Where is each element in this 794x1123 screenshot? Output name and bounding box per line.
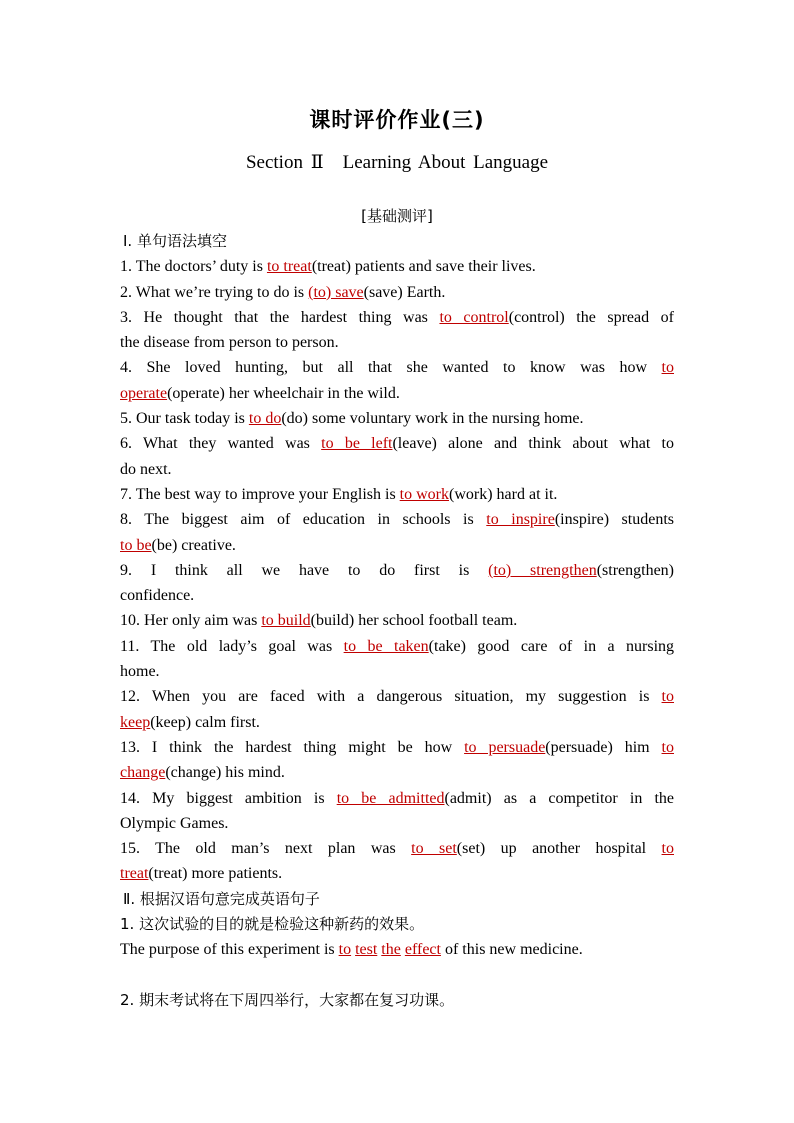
blank-line bbox=[120, 963, 674, 988]
answer: to bbox=[661, 840, 674, 858]
question-11-cont: home. bbox=[120, 663, 160, 681]
question-13 bbox=[120, 735, 674, 760]
question-text: 11. The old lady’s goal was bbox=[120, 637, 344, 655]
question-text: (change) his mind. bbox=[165, 764, 285, 782]
question-14 bbox=[120, 786, 674, 811]
answer: to bbox=[338, 941, 352, 959]
question-5 bbox=[120, 406, 674, 431]
question-12-cont bbox=[120, 710, 674, 735]
question-text: 13. I think the hardest thing might be how bbox=[120, 738, 465, 756]
question-text: (persuade) him bbox=[545, 738, 662, 756]
question-text: (do) some voluntary work in the nursing home. bbox=[281, 410, 584, 428]
question-text: (be) creative. bbox=[151, 536, 236, 554]
answer: to be bbox=[120, 536, 152, 554]
question-text: 10. Her only aim was bbox=[120, 612, 262, 630]
question-8 bbox=[120, 507, 674, 532]
answer: to control bbox=[439, 308, 509, 326]
answer: treat bbox=[120, 865, 149, 883]
answer: to be admitted bbox=[336, 789, 445, 807]
question-13-cont bbox=[120, 760, 674, 785]
answer: to do bbox=[248, 410, 282, 428]
question-text: 3. He thought that the hardest thing was bbox=[120, 308, 440, 326]
question-text: (set) up another hospital bbox=[456, 840, 662, 858]
answer: to be left bbox=[321, 435, 393, 453]
question-text: 12. When you are faced with a dangerous situation, my suggestion is bbox=[120, 688, 662, 706]
answer: the bbox=[381, 941, 401, 959]
question-9 bbox=[120, 558, 674, 583]
question-6-cont: do next. bbox=[120, 460, 172, 478]
answer: keep bbox=[120, 713, 151, 731]
question-text: (treat) patients and save their lives. bbox=[311, 258, 536, 276]
question-text: (admit) as a competitor in the bbox=[444, 789, 675, 807]
question-10 bbox=[120, 608, 674, 633]
answer: to build bbox=[261, 612, 311, 630]
question-text: The purpose of this experiment is bbox=[120, 941, 339, 959]
answer: to bbox=[661, 738, 674, 756]
answer: (to) strengthen bbox=[488, 561, 597, 579]
question-14-cont: Olympic Games. bbox=[120, 814, 229, 832]
question-text: (leave) alone and think about what to bbox=[392, 435, 674, 453]
question-text: (work) hard at it. bbox=[449, 485, 558, 503]
translation-answer-1 bbox=[120, 937, 674, 962]
answer: to inspire bbox=[486, 511, 555, 529]
question-text: 8. The biggest aim of education in schools is bbox=[120, 511, 487, 529]
question-text: 6. What they wanted was bbox=[120, 435, 322, 453]
question-text: 9. I think all we have to do first is bbox=[120, 561, 489, 579]
question-text: 2. What we’re trying to do is bbox=[120, 283, 309, 301]
translation-prompt-2: 2. 期末考试将在下周四举行，大家都在复习功课。 bbox=[120, 990, 455, 1009]
answer: operate bbox=[120, 384, 168, 402]
question-text: 14. My biggest ambition is bbox=[120, 789, 337, 807]
question-text: (operate) her wheelchair in the wild. bbox=[167, 384, 400, 402]
answer: to bbox=[661, 359, 674, 377]
question-text: 7. The best way to improve your English is bbox=[120, 485, 400, 503]
page-title: 课时评价作业(三) bbox=[309, 108, 485, 132]
question-text: 1. The doctors’ duty is bbox=[120, 258, 267, 276]
answer: (to) save bbox=[308, 283, 364, 301]
answer: to work bbox=[399, 485, 449, 503]
question-6 bbox=[120, 431, 674, 456]
answer: to treat bbox=[266, 258, 312, 276]
page-subtitle: Section Ⅱ Learning About Language bbox=[245, 152, 549, 173]
question-15 bbox=[120, 836, 674, 861]
question-text: of this new medicine. bbox=[440, 941, 583, 959]
question-3 bbox=[120, 305, 674, 330]
question-9-cont: confidence. bbox=[120, 587, 195, 605]
answer: to set bbox=[411, 840, 457, 858]
question-12 bbox=[120, 684, 674, 709]
translation-prompt-1: 1. 这次试验的目的就是检验这种新药的效果。 bbox=[120, 915, 425, 934]
question-text: (keep) calm first. bbox=[150, 713, 260, 731]
question-4 bbox=[120, 355, 674, 380]
question-1 bbox=[120, 254, 674, 279]
answer: effect bbox=[404, 941, 441, 959]
question-11 bbox=[120, 634, 674, 659]
section-heading-1: Ⅰ. 单句语法填空 bbox=[123, 232, 227, 250]
answer: change bbox=[120, 764, 166, 782]
section-badge: [基础测评] bbox=[361, 207, 433, 225]
question-7 bbox=[120, 482, 674, 507]
question-8-cont bbox=[120, 533, 674, 558]
question-text: 4. She loved hunting, but all that she wanted to know was how bbox=[120, 359, 662, 377]
question-text: 5. Our task today is bbox=[120, 410, 249, 428]
answer: to persuade bbox=[464, 738, 546, 756]
question-text: (take) good care of in a nursing bbox=[428, 637, 675, 655]
question-text: (save) Earth. bbox=[363, 283, 446, 301]
question-text: (treat) more patients. bbox=[148, 865, 283, 883]
answer: to bbox=[661, 688, 674, 706]
section-heading-2: Ⅱ. 根据汉语句意完成英语句子 bbox=[123, 889, 320, 908]
question-2 bbox=[120, 280, 674, 305]
answer: test bbox=[355, 941, 378, 959]
worksheet-body bbox=[120, 229, 674, 1013]
question-4-cont bbox=[120, 381, 674, 406]
question-text: (control) the spread of bbox=[508, 308, 674, 326]
answer: to be taken bbox=[343, 637, 429, 655]
question-15-cont bbox=[120, 861, 674, 886]
question-text: (strengthen) bbox=[596, 561, 675, 579]
question-text: 15. The old man’s next plan was bbox=[120, 840, 412, 858]
question-3-cont: the disease from person to person. bbox=[120, 334, 339, 352]
question-text: (inspire) students bbox=[554, 511, 674, 529]
question-text: (build) her school football team. bbox=[310, 612, 518, 630]
